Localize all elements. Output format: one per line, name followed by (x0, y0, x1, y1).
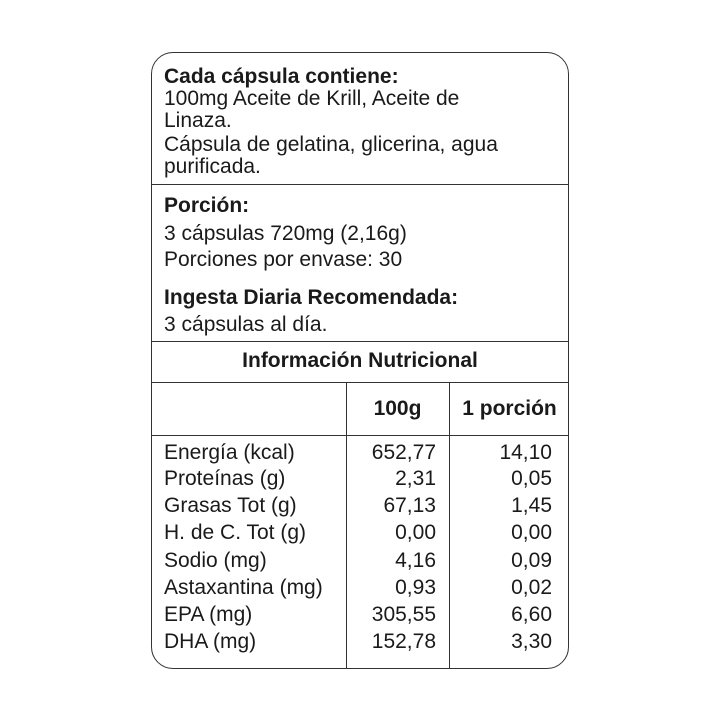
row-label: Energía (kcal) (164, 441, 295, 464)
contents-line: purificada. (164, 155, 261, 178)
value-portion: 14,10 (499, 441, 552, 464)
row-label: DHA (mg) (164, 630, 257, 653)
value-portion: 6,60 (511, 603, 552, 626)
column-divider (346, 382, 347, 669)
value-portion: 1,45 (511, 494, 552, 517)
contents-heading: Cada cápsula contiene: (164, 65, 399, 88)
value-100g: 2,31 (395, 467, 436, 490)
value-portion: 0,02 (511, 576, 552, 599)
serving-heading: Porción: (164, 194, 250, 217)
column-header-100g: 100g (373, 397, 422, 420)
value-portion: 0,05 (511, 467, 552, 490)
serving-line: 3 cápsulas 720mg (2,16g) (164, 222, 407, 245)
value-100g: 67,13 (383, 494, 436, 517)
value-portion: 0,09 (511, 549, 552, 572)
value-100g: 152,78 (371, 630, 436, 653)
idr-line: 3 cápsulas al día. (164, 313, 328, 336)
value-100g: 4,16 (395, 549, 436, 572)
row-label: EPA (mg) (164, 603, 253, 626)
column-divider (449, 382, 450, 669)
divider (152, 382, 568, 383)
value-portion: 0,00 (511, 521, 552, 544)
value-100g: 0,93 (395, 576, 436, 599)
contents-line: Linaza. (164, 109, 232, 132)
row-label: Proteínas (g) (164, 467, 286, 490)
contents-line: 100mg Aceite de Krill, Aceite de (164, 87, 460, 110)
divider (152, 184, 568, 185)
row-label: Astaxantina (mg) (164, 576, 323, 599)
value-100g: 652,77 (371, 441, 436, 464)
divider (152, 341, 568, 342)
row-label: Grasas Tot (g) (164, 494, 297, 517)
serving-line: Porciones por envase: 30 (164, 248, 403, 271)
row-label: H. de C. Tot (g) (164, 521, 306, 544)
idr-heading: Ingesta Diaria Recomendada: (164, 286, 459, 309)
column-header-portion: 1 porción (462, 397, 557, 420)
contents-line: Cápsula de gelatina, glicerina, agua (164, 133, 498, 156)
value-100g: 305,55 (371, 603, 436, 626)
nutrition-label (151, 52, 569, 669)
value-portion: 3,30 (511, 630, 552, 653)
divider (152, 435, 568, 436)
value-100g: 0,00 (395, 521, 436, 544)
table-title: Información Nutricional (242, 349, 478, 372)
row-label: Sodio (mg) (164, 549, 267, 572)
